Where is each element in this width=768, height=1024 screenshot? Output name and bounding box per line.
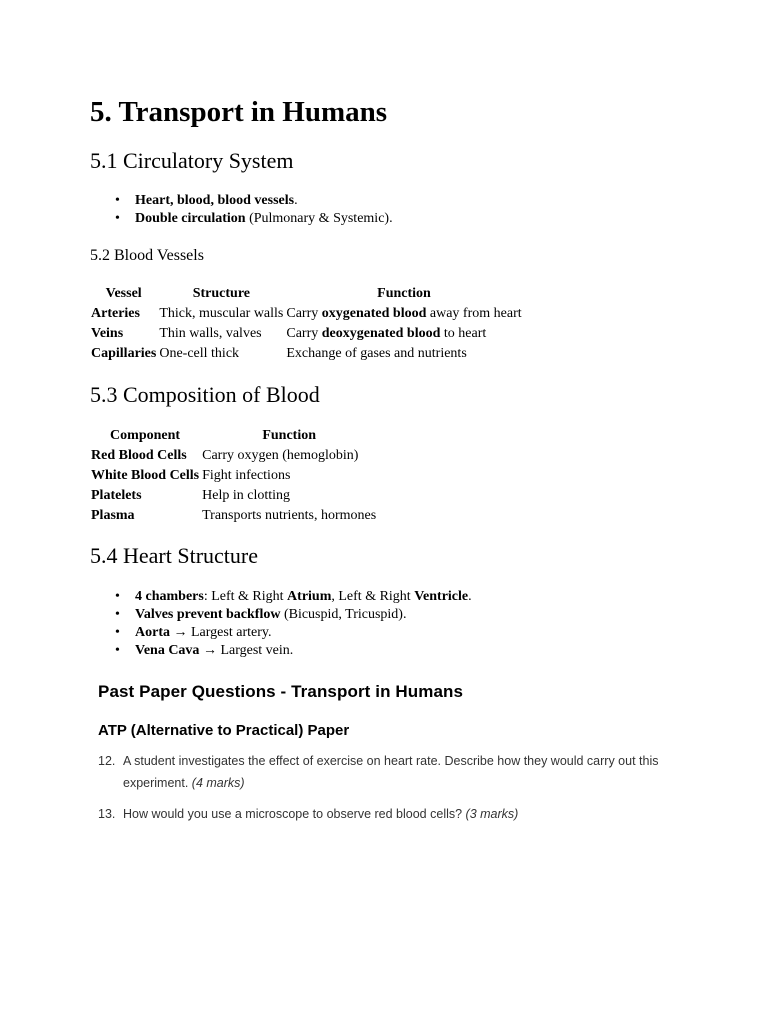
bullet-text: (Pulmonary & Systemic). (245, 211, 393, 226)
list-item (115, 192, 393, 210)
function-bold: deoxygenated blood (321, 326, 441, 341)
question-item (98, 750, 698, 794)
list-item (115, 624, 472, 642)
circulatory-bullets (115, 192, 393, 228)
bullet-text: . (294, 193, 298, 208)
bullet-bold: Ventricle (414, 589, 469, 604)
bullet-bold: Heart, blood, blood vessels (135, 193, 295, 208)
question-number: 12. (98, 754, 116, 768)
column-header: Component (110, 428, 181, 443)
page-title: 5. Transport in Humans (90, 96, 388, 128)
vessel-name: Capillaries (91, 346, 157, 361)
vessel-structure: One-cell thick (159, 346, 240, 361)
table-row (90, 466, 378, 486)
function-text: away from heart (426, 306, 522, 321)
component-function: Help in clotting (202, 488, 291, 503)
table-header-row (90, 426, 378, 446)
question-text: A student investigates the effect of exercise on heart rate. Describe how they would carry out this experiment. (123, 754, 659, 790)
bullet-bold: Vena Cava (135, 643, 200, 658)
table-row (90, 304, 524, 324)
section-heading-circulatory: 5.1 Circulatory System (90, 148, 294, 173)
question-number: 13. (98, 807, 116, 821)
question-text: How would you use a microscope to observe red blood cells? (123, 807, 466, 821)
blood-vessels-table (90, 284, 524, 364)
bullet-bold: Atrium (287, 589, 332, 604)
table-row (90, 446, 378, 466)
question-marks: (4 marks) (191, 776, 245, 790)
blood-composition-table (90, 426, 378, 526)
bullet-bold: 4 chambers (135, 589, 204, 604)
function-bold: oxygenated blood (321, 306, 427, 321)
bullet-text: . (468, 589, 472, 604)
bullet-text: (Bicuspid, Tricuspid). (280, 607, 407, 622)
component-function: Transports nutrients, hormones (202, 508, 377, 523)
component-name: Platelets (91, 488, 142, 503)
component-function: Fight infections (202, 468, 291, 483)
bullet-bold: Double circulation (135, 211, 246, 226)
bullet-text: → Largest vein. (199, 643, 294, 658)
component-function: Carry oxygen (hemoglobin) (202, 448, 359, 463)
list-item (115, 210, 393, 228)
bullet-text: : Left & Right (203, 589, 288, 604)
component-name: Plasma (91, 508, 135, 523)
function-text: Carry (286, 326, 322, 341)
column-header: Function (377, 286, 431, 301)
table-row (90, 324, 524, 344)
section-heading-heart-structure: 5.4 Heart Structure (90, 543, 258, 568)
heart-structure-bullets (115, 588, 472, 660)
component-name: White Blood Cells (91, 468, 200, 483)
bullet-text: → Largest artery. (170, 625, 272, 640)
list-item (115, 642, 472, 660)
bullet-text: , Left & Right (331, 589, 415, 604)
vessel-function (285, 344, 523, 364)
column-header: Vessel (105, 286, 142, 301)
section-heading-composition: 5.3 Composition of Blood (90, 382, 320, 407)
bullet-bold: Valves prevent backflow (135, 607, 281, 622)
vessel-function (285, 304, 523, 324)
function-text: Exchange of gases and nutrients (286, 346, 467, 361)
vessel-function (285, 324, 523, 344)
vessel-name: Veins (91, 326, 124, 341)
component-name: Red Blood Cells (91, 448, 187, 463)
past-paper-subtitle: ATP (Alternative to Practical) Paper (98, 722, 350, 739)
bullet-bold: Aorta (135, 625, 170, 640)
column-header: Function (262, 428, 317, 443)
list-item (115, 588, 472, 606)
list-item (115, 606, 472, 624)
question-item (98, 803, 698, 825)
vessel-structure: Thick, muscular walls (159, 306, 284, 321)
question-text-block (123, 803, 698, 825)
section-heading-blood-vessels: 5.2 Blood Vessels (90, 247, 204, 264)
vessel-name: Arteries (91, 306, 140, 321)
function-text: to heart (440, 326, 487, 341)
vessel-structure: Thin walls, valves (159, 326, 262, 341)
past-paper-title: Past Paper Questions - Transport in Humans (98, 682, 464, 701)
table-header-row (90, 284, 524, 304)
question-marks: (3 marks) (465, 807, 519, 821)
table-row (90, 344, 524, 364)
table-row (90, 486, 378, 506)
column-header: Structure (192, 286, 250, 301)
question-text-block (123, 750, 698, 794)
table-row (90, 506, 378, 526)
function-text: Carry (286, 306, 322, 321)
